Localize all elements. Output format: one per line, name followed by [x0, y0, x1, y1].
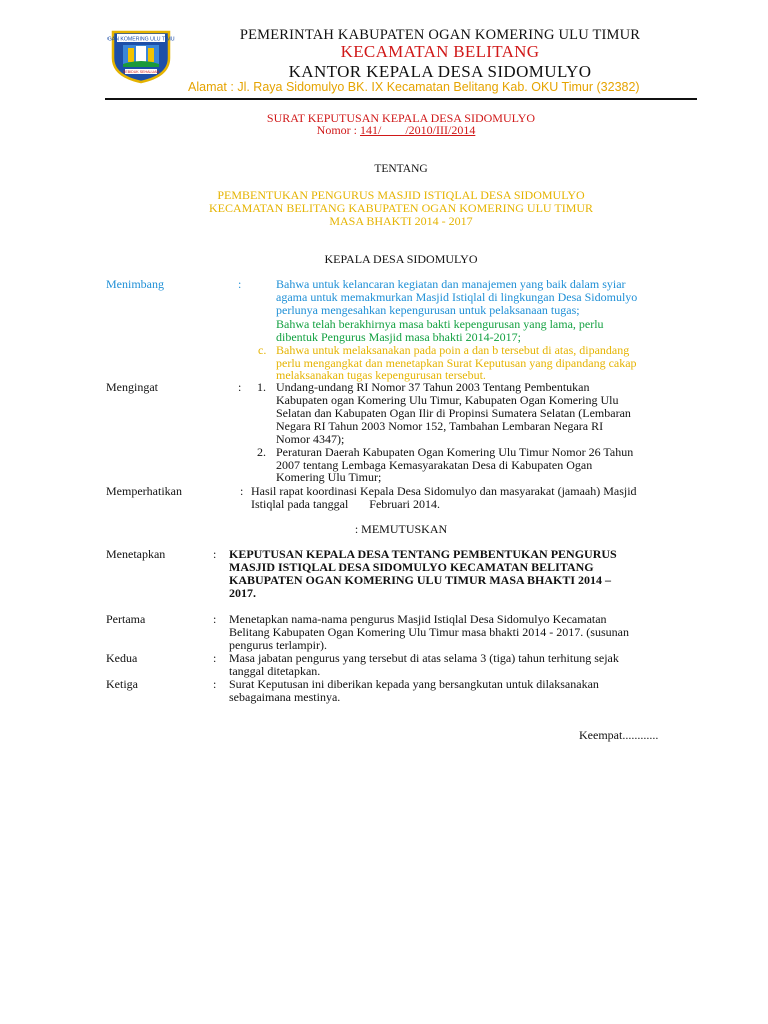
- decree-number: [100, 123, 692, 138]
- decree-number-value: 141/ /2010/III/2014: [360, 123, 476, 137]
- kedua-line-2: tanggal ditetapkan.: [229, 664, 321, 678]
- menetapkan-line-1: KEPUTUSAN KEPALA DESA TENTANG PEMBENTUKAN PENGURUS: [229, 547, 617, 561]
- mengingat-1-line-1: Undang-undang RI Nomor 37 Tahun 2003 Tentang Pembentukan: [276, 380, 590, 394]
- subject-line-3: MASA BHAKTI 2014 - 2017: [329, 214, 473, 228]
- pertama-line-2: Belitang Kabupaten Ogan Komering Ulu Timur masa bhakti 2014 - 2017. (susunan: [229, 625, 629, 639]
- mengingat-1-line-4: Negara RI Tahun 2003 Nomor 152, Tambahan Lembaran Negara RI: [276, 419, 604, 433]
- mengingat-number-2: 2.: [257, 445, 266, 459]
- menetapkan-line-2: MASJID ISTIQLAL DESA SIDOMULYO KECAMATAN BELITANG: [229, 560, 594, 574]
- header-government: PEMERINTAH KABUPATEN OGAN KOMERING ULU TIMUR: [239, 27, 641, 43]
- menimbang-a-3: perlunya mengesahkan kepengurusan untuk pelaksanaan tugas;: [276, 303, 580, 317]
- kedua-label: Kedua: [106, 651, 138, 665]
- ketiga-line-2: sebagaimana mestinya.: [229, 690, 341, 704]
- mengingat-1-line-2: Kabupaten ogan Komering Ulu Timur, Kabupaten Ogan Komering Ulu: [276, 393, 619, 407]
- menetapkan-colon: :: [213, 547, 217, 561]
- pertama-colon: :: [213, 612, 217, 626]
- tentang-heading: TENTANG: [374, 163, 428, 175]
- header-divider: [105, 98, 697, 100]
- mengingat-2-line-3: Komering Ulu Timur;: [276, 470, 382, 484]
- mengingat-1-line-5: Nomor 4347);: [276, 432, 345, 446]
- pertama-label: Pertama: [106, 612, 146, 626]
- memperhatikan-colon: :: [240, 484, 244, 498]
- kedua-colon: :: [213, 651, 217, 665]
- ketiga-line-1: Surat Keputusan ini diberikan kepada yang bersangkutan untuk dilaksanakan: [229, 677, 599, 691]
- mengingat-number-1: 1.: [257, 380, 266, 394]
- header-address: Alamat : Jl. Raya Sidomulyo BK. IX Kecamatan Belitang Kab. OKU Timur (32382): [188, 80, 640, 94]
- decree-number-label: Nomor :: [316, 123, 360, 137]
- subject-line-1: PEMBENTUKAN PENGURUS MASJID ISTIQLAL DESA SIDOMULYO: [217, 188, 585, 202]
- menimbang-colon: :: [238, 277, 242, 291]
- logo-text: OGAN KOMERING ULU TIMUR: [107, 36, 175, 43]
- mengingat-colon: :: [238, 380, 242, 394]
- pertama-line-3: pengurus terlampir).: [229, 638, 327, 652]
- menimbang-b-1: Bahwa telah berakhirnya masa bakti kepengurusan yang lama, perlu: [276, 317, 604, 331]
- pertama-line-1: Menetapkan nama-nama pengurus Masjid Istiqlal Desa Sidomulyo Kecamatan: [229, 612, 607, 626]
- menimbang-b-2: dibentuk Pengurus Masjid masa bhakti 2014-2017;: [276, 330, 521, 344]
- menetapkan-line-3: KABUPATEN OGAN KOMERING ULU TIMUR MASA BHAKTI 2014 –: [229, 573, 612, 587]
- kedua-line-1: Masa jabatan pengurus yang tersebut di atas selama 3 (tiga) tahun terhitung sejak: [229, 651, 619, 665]
- memperhatikan-line-1: Hasil rapat koordinasi Kepala Desa Sidomulyo dan masyarakat (jamaah) Masjid: [251, 484, 637, 498]
- logo-motto: SEBIDUK SEHALUAN: [122, 70, 160, 74]
- decree-title: SURAT KEPUTUSAN KEPALA DESA SIDOMULYO: [266, 111, 536, 125]
- mengingat-2-line-1: Peraturan Daerah Kabupaten Ogan Komering Ulu Timur Nomor 26 Tahun: [276, 445, 634, 459]
- memutuskan-heading: : MEMUTUSKAN: [354, 522, 448, 536]
- menetapkan-label: Menetapkan: [106, 547, 166, 561]
- mengingat-label: Mengingat: [106, 380, 158, 394]
- menimbang-a-2: agama untuk memakmurkan Masjid Istiqlal di lingkungan Desa Sidomulyo: [276, 290, 638, 304]
- mengingat-1-line-3: Selatan dan Kabupaten Ogan Ilir di Propinsi Sumatera Selatan (Lembaran: [276, 406, 631, 420]
- memperhatikan-label: Memperhatikan: [106, 484, 182, 498]
- menetapkan-line-4: 2017.: [229, 586, 256, 600]
- subject-line-2: KECAMATAN BELITANG KABUPATEN OGAN KOMERING ULU TIMUR: [208, 201, 594, 215]
- menimbang-c-3: melaksanakan tugas kepengurusan tersebut.: [276, 368, 486, 382]
- menimbang-c-1: Bahwa untuk melaksanakan pada poin a dan b tersebut di atas, dipandang: [276, 343, 630, 357]
- menimbang-a-1: Bahwa untuk kelancaran kegiatan dan manajemen yang baik dalam syiar: [276, 277, 626, 291]
- village-head-heading: KEPALA DESA SIDOMULYO: [324, 252, 478, 266]
- memperhatikan-line-2: Istiqlal pada tanggal Februari 2014.: [251, 497, 440, 511]
- ketiga-colon: :: [213, 677, 217, 691]
- header-district: KECAMATAN BELITANG: [340, 42, 540, 61]
- menimbang-c-2: perlu mengangkat dan menetapkan Surat Keputusan yang dipandang cakap: [276, 356, 637, 370]
- header-office: KANTOR KEPALA DESA SIDOMULYO: [288, 62, 592, 81]
- menimbang-c-marker: c.: [258, 343, 267, 357]
- ketiga-label: Ketiga: [106, 677, 138, 691]
- continuation-note: Keempat............: [579, 728, 659, 742]
- menimbang-label: Menimbang: [106, 277, 164, 291]
- regency-logo: [107, 28, 175, 84]
- mengingat-2-line-2: 2007 tentang Lembaga Kemasyarakatan Desa di Kabupaten Ogan: [276, 458, 593, 472]
